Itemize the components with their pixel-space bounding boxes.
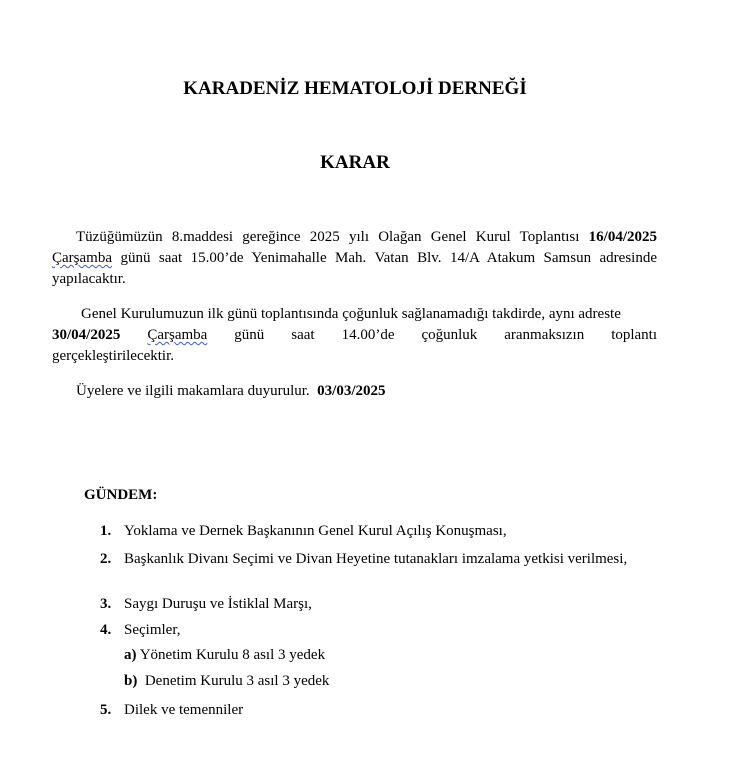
- agenda-item-number: 3.: [100, 596, 112, 612]
- meeting-paragraph: [52, 227, 657, 290]
- paragraph2-text: Genel Kurulumuzun ilk günü toplantısında çoğunluk sağlanamadığı takdirde, aynı adreste: [81, 306, 621, 322]
- agenda-item-number: 2.: [100, 551, 112, 567]
- agenda-item-text: Dilek ve temenniler: [124, 702, 244, 718]
- organization-title: KARADENİZ HEMATOLOJİ DERNEĞİ: [183, 78, 527, 99]
- announcement-text: Üyelere ve ilgili makamlara duyurulur.: [76, 383, 310, 399]
- announcement-date: 03/03/2025: [317, 383, 386, 399]
- agenda-item-text: Saygı Duruşu ve İstiklal Marşı,: [124, 596, 312, 612]
- agenda-subitem: [124, 647, 325, 664]
- meeting-day: Çarşamba: [52, 250, 112, 266]
- agenda-heading: GÜNDEM:: [84, 487, 158, 503]
- paragraph1-text: Tüzüğümüzün 8.maddesi gereğince 2025 yılı Olağan Genel Kurul Toplantısı: [76, 229, 589, 245]
- paragraph2-end: gerçekleştirilecektir.: [52, 348, 175, 364]
- agenda-item-number: 5.: [100, 702, 112, 718]
- agenda-item-text: Yoklama ve Dernek Başkanının Genel Kurul Açılış Konuşması,: [124, 523, 507, 539]
- paragraph1-rest: günü saat 15.00’de Yenimahalle Mah. Vatan Blv. 14/A Atakum Samsun adresinde yapılacaktır.: [52, 250, 657, 287]
- subitem-label: b): [124, 673, 138, 689]
- subitem-text: Denetim Kurulu 3 asıl 3 yedek: [144, 673, 330, 689]
- announcement-paragraph: [52, 381, 657, 402]
- second-meeting-date: 30/04/2025: [52, 327, 121, 343]
- subitem-text: Yönetim Kurulu 8 asıl 3 yedek: [139, 647, 326, 663]
- second-meeting-day: Çarşamba: [147, 327, 208, 343]
- agenda-subitem: [124, 673, 329, 690]
- document-title: KARAR: [320, 152, 390, 173]
- second-meeting-paragraph: [52, 304, 657, 367]
- subitem-label: a): [124, 647, 137, 663]
- agenda-item-text: Başkanlık Divanı Seçimi ve Divan Heyetine tutanakları imzalama yetkisi verilmesi,: [124, 551, 628, 567]
- meeting-date: 16/04/2025: [588, 229, 657, 245]
- agenda-item-number: 4.: [100, 622, 112, 638]
- paragraph2-rest: günü saat 14.00’de çoğunluk aranmaksızın toplantı: [234, 327, 658, 343]
- agenda-item-text: Seçimler,: [124, 622, 181, 638]
- agenda-item-number: 1.: [100, 523, 112, 539]
- paragraph2-line2: [52, 325, 657, 346]
